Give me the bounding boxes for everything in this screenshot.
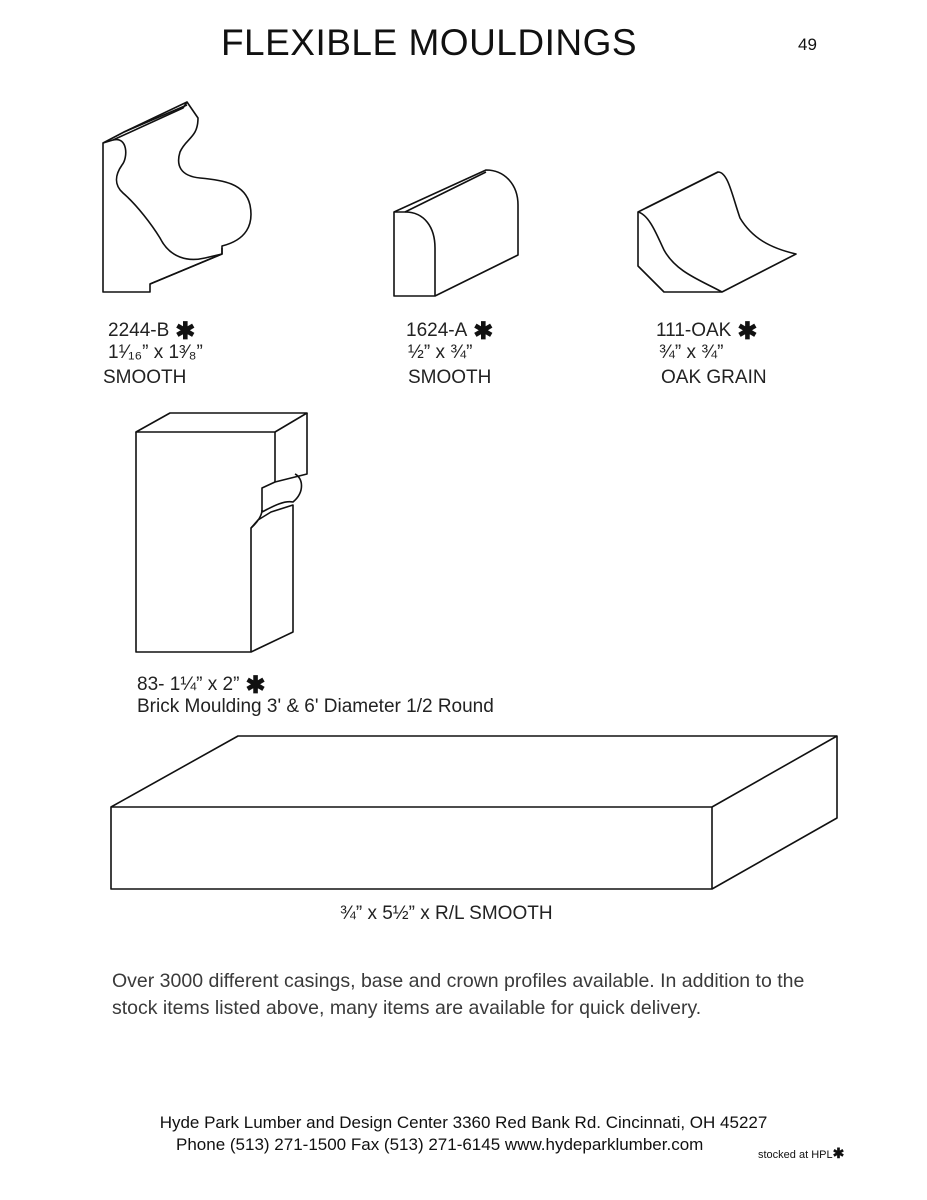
product-finish-83: Brick Moulding 3' & 6' Diameter 1/2 Round	[137, 696, 494, 717]
stock-legend: stocked at HPL✱	[758, 1145, 845, 1161]
product-code-83: 83- 1¼” x 2” ✱	[137, 672, 266, 699]
product-code-1624-a: 1624-A ✱	[406, 318, 494, 345]
product-finish-2244-b: SMOOTH	[103, 367, 187, 388]
page-number: 49	[798, 35, 817, 54]
product-dims-2244-b: 1¹⁄₁₆” x 1³⁄₈”	[108, 342, 203, 363]
product-dims-83: 1¼” x 2”	[169, 674, 240, 695]
product-code-111-oak: 111-OAK ✱	[656, 318, 758, 345]
product-dims-1624-a: ½” x ¾”	[408, 342, 473, 363]
stocked-star-icon: ✱	[473, 318, 494, 345]
product-finish-1624-a: SMOOTH	[408, 367, 492, 388]
profile-1624-a-drawing	[394, 170, 518, 296]
stocked-star-icon: ✱	[737, 318, 758, 345]
profile-2244-b-drawing	[103, 102, 251, 292]
page-title: FLEXIBLE MOULDINGS	[220, 22, 638, 63]
stocked-star-icon: ✱	[832, 1145, 845, 1161]
board-3-4x5-1-2-drawing	[111, 736, 837, 889]
footer-address: Hyde Park Lumber and Design Center 3360 Red Bank Rd. Cincinnati, OH 45227	[159, 1113, 768, 1132]
profile-111-oak-drawing	[638, 172, 796, 292]
footer-contact: Phone (513) 271-1500 Fax (513) 271-6145 www.hydeparklumber.com	[176, 1135, 704, 1154]
product-code-2244-b: 2244-B ✱	[108, 318, 196, 345]
availability-note: Over 3000 different casings, base and crown profiles available. In addition to the stock items listed above, many items are available for quick delivery.	[112, 970, 805, 1019]
stocked-star-icon: ✱	[245, 672, 266, 699]
product-dims-111-oak: ¾” x ¾”	[659, 342, 724, 363]
profile-83-brick-drawing	[136, 413, 307, 652]
product-finish-111-oak: OAK GRAIN	[661, 367, 767, 388]
stocked-star-icon: ✱	[175, 318, 196, 345]
product-dims-board: ¾” x 5½” x R/L SMOOTH	[340, 903, 553, 924]
